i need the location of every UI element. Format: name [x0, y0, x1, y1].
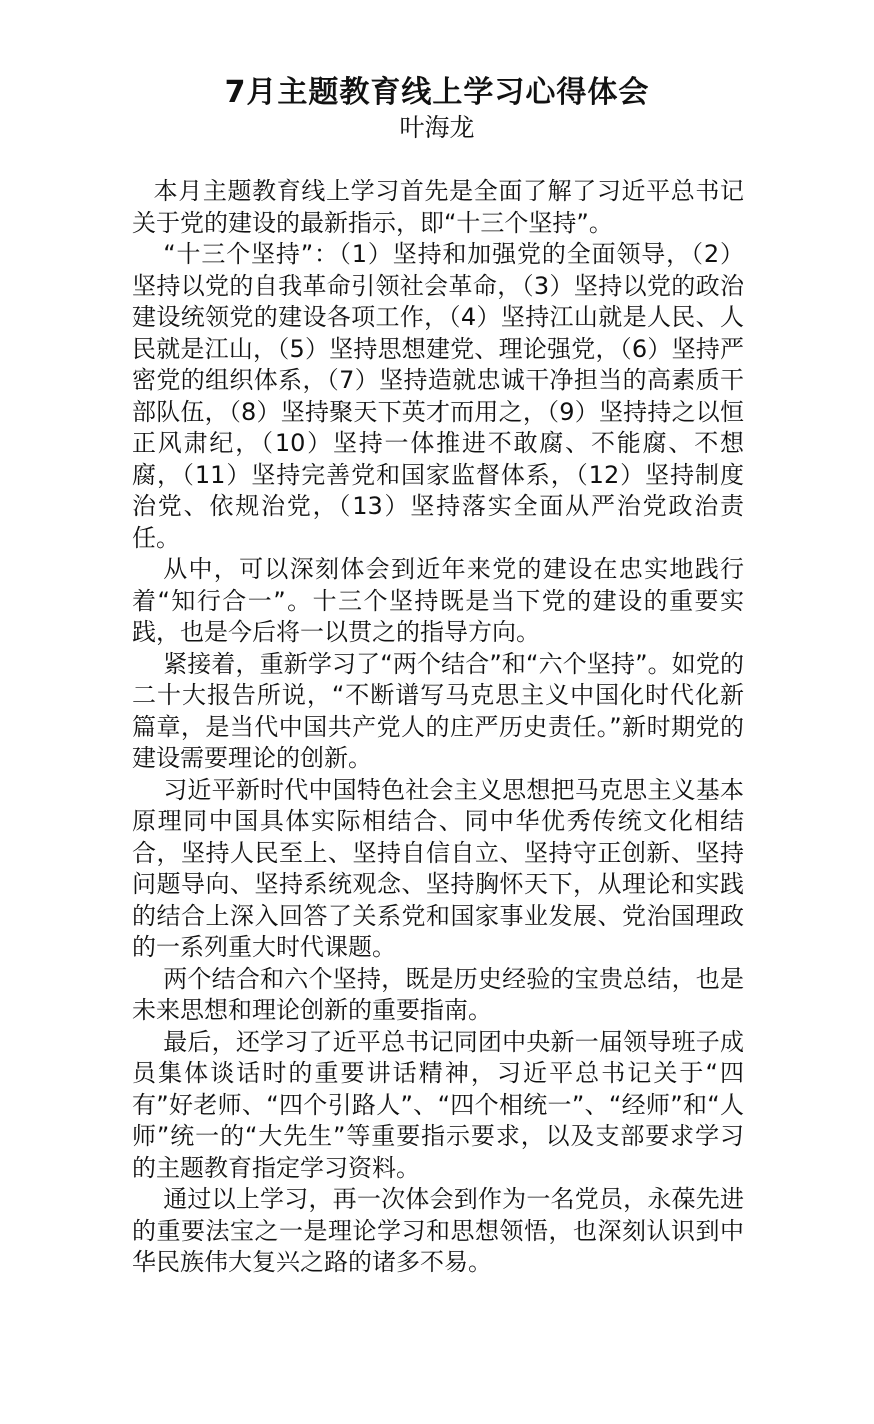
body-paragraph: 习近平新时代中国特色社会主义思想把马克思主义基本原理同中国具体实际相结合、同中华优秀传统文化相结合，坚持人民至上、坚持自信自立、坚持守正创新、坚持问题导向、坚持系统观念、坚持胸怀天下，从理论和实践的结合上深入回答了关系党和国家事业发展、党治国理政的一系列重大时代课题。: [132, 775, 744, 961]
document-author: 叶海龙: [399, 113, 475, 142]
body-paragraph: 本月主题教育线上学习首先是全面了解了习近平总书记关于党的建设的最新指示，即“十三个坚持”。: [132, 177, 744, 237]
body-paragraph: “十三个坚持”：（1）坚持和加强党的全面领导，（2）坚持以党的自我革命引领社会革命，（3）坚持以党的政治建设统领党的建设各项工作，（4）坚持江山就是人民、人民就是江山，（5）坚持思想建党、理论强党，（6）坚持严密党的组织体系，（7）坚持造就忠诚干净担当的高素质干部队伍，（8）坚持聚天下英才而用之，（9）坚持持之以恒正风肃纪，（10）坚持一体推进不敢腐、不能腐、不想腐，（11）坚持完善党和国家监督体系，（12）坚持制度治党、依规治党，（13）坚持落实全面从严治党政治责任。: [132, 240, 744, 552]
body-paragraph: 紧接着，重新学习了“两个结合”和“六个坚持”。如党的二十大报告所说，“不断谱写马克思主义中国化时代化新篇章，是当代中国共产党人的庄严历史责任。”新时期党的建设需要理论的创新。: [132, 649, 744, 772]
body-paragraph: 通过以上学习，再一次体会到作为一名党员，永葆先进的重要法宝之一是理论学习和思想领悟，也深刻认识到中华民族伟大复兴之路的诸多不易。: [132, 1185, 744, 1276]
body-paragraph: 最后，还学习了近平总书记同团中央新一届领导班子成员集体谈话时的重要讲话精神，习近平总书记关于“四有”好老师、“四个引路人”、“四个相统一”、“经师”和“人师”统一的“大先生”等重要指示要求，以及支部要求学习的主题教育指定学习资料。: [132, 1027, 744, 1182]
document-title: 7月主题教育线上学习心得体会: [224, 75, 650, 110]
document-body: [132, 176, 744, 1279]
body-paragraph: 从中，可以深刻体会到近年来党的建设在忠实地践行着“知行合一”。十三个坚持既是当下党的建设的重要实践，也是今后将一以贯之的指导方向。: [132, 555, 744, 646]
body-paragraph: 两个结合和六个坚持，既是历史经验的宝贵总结，也是未来思想和理论创新的重要指南。: [132, 964, 744, 1024]
